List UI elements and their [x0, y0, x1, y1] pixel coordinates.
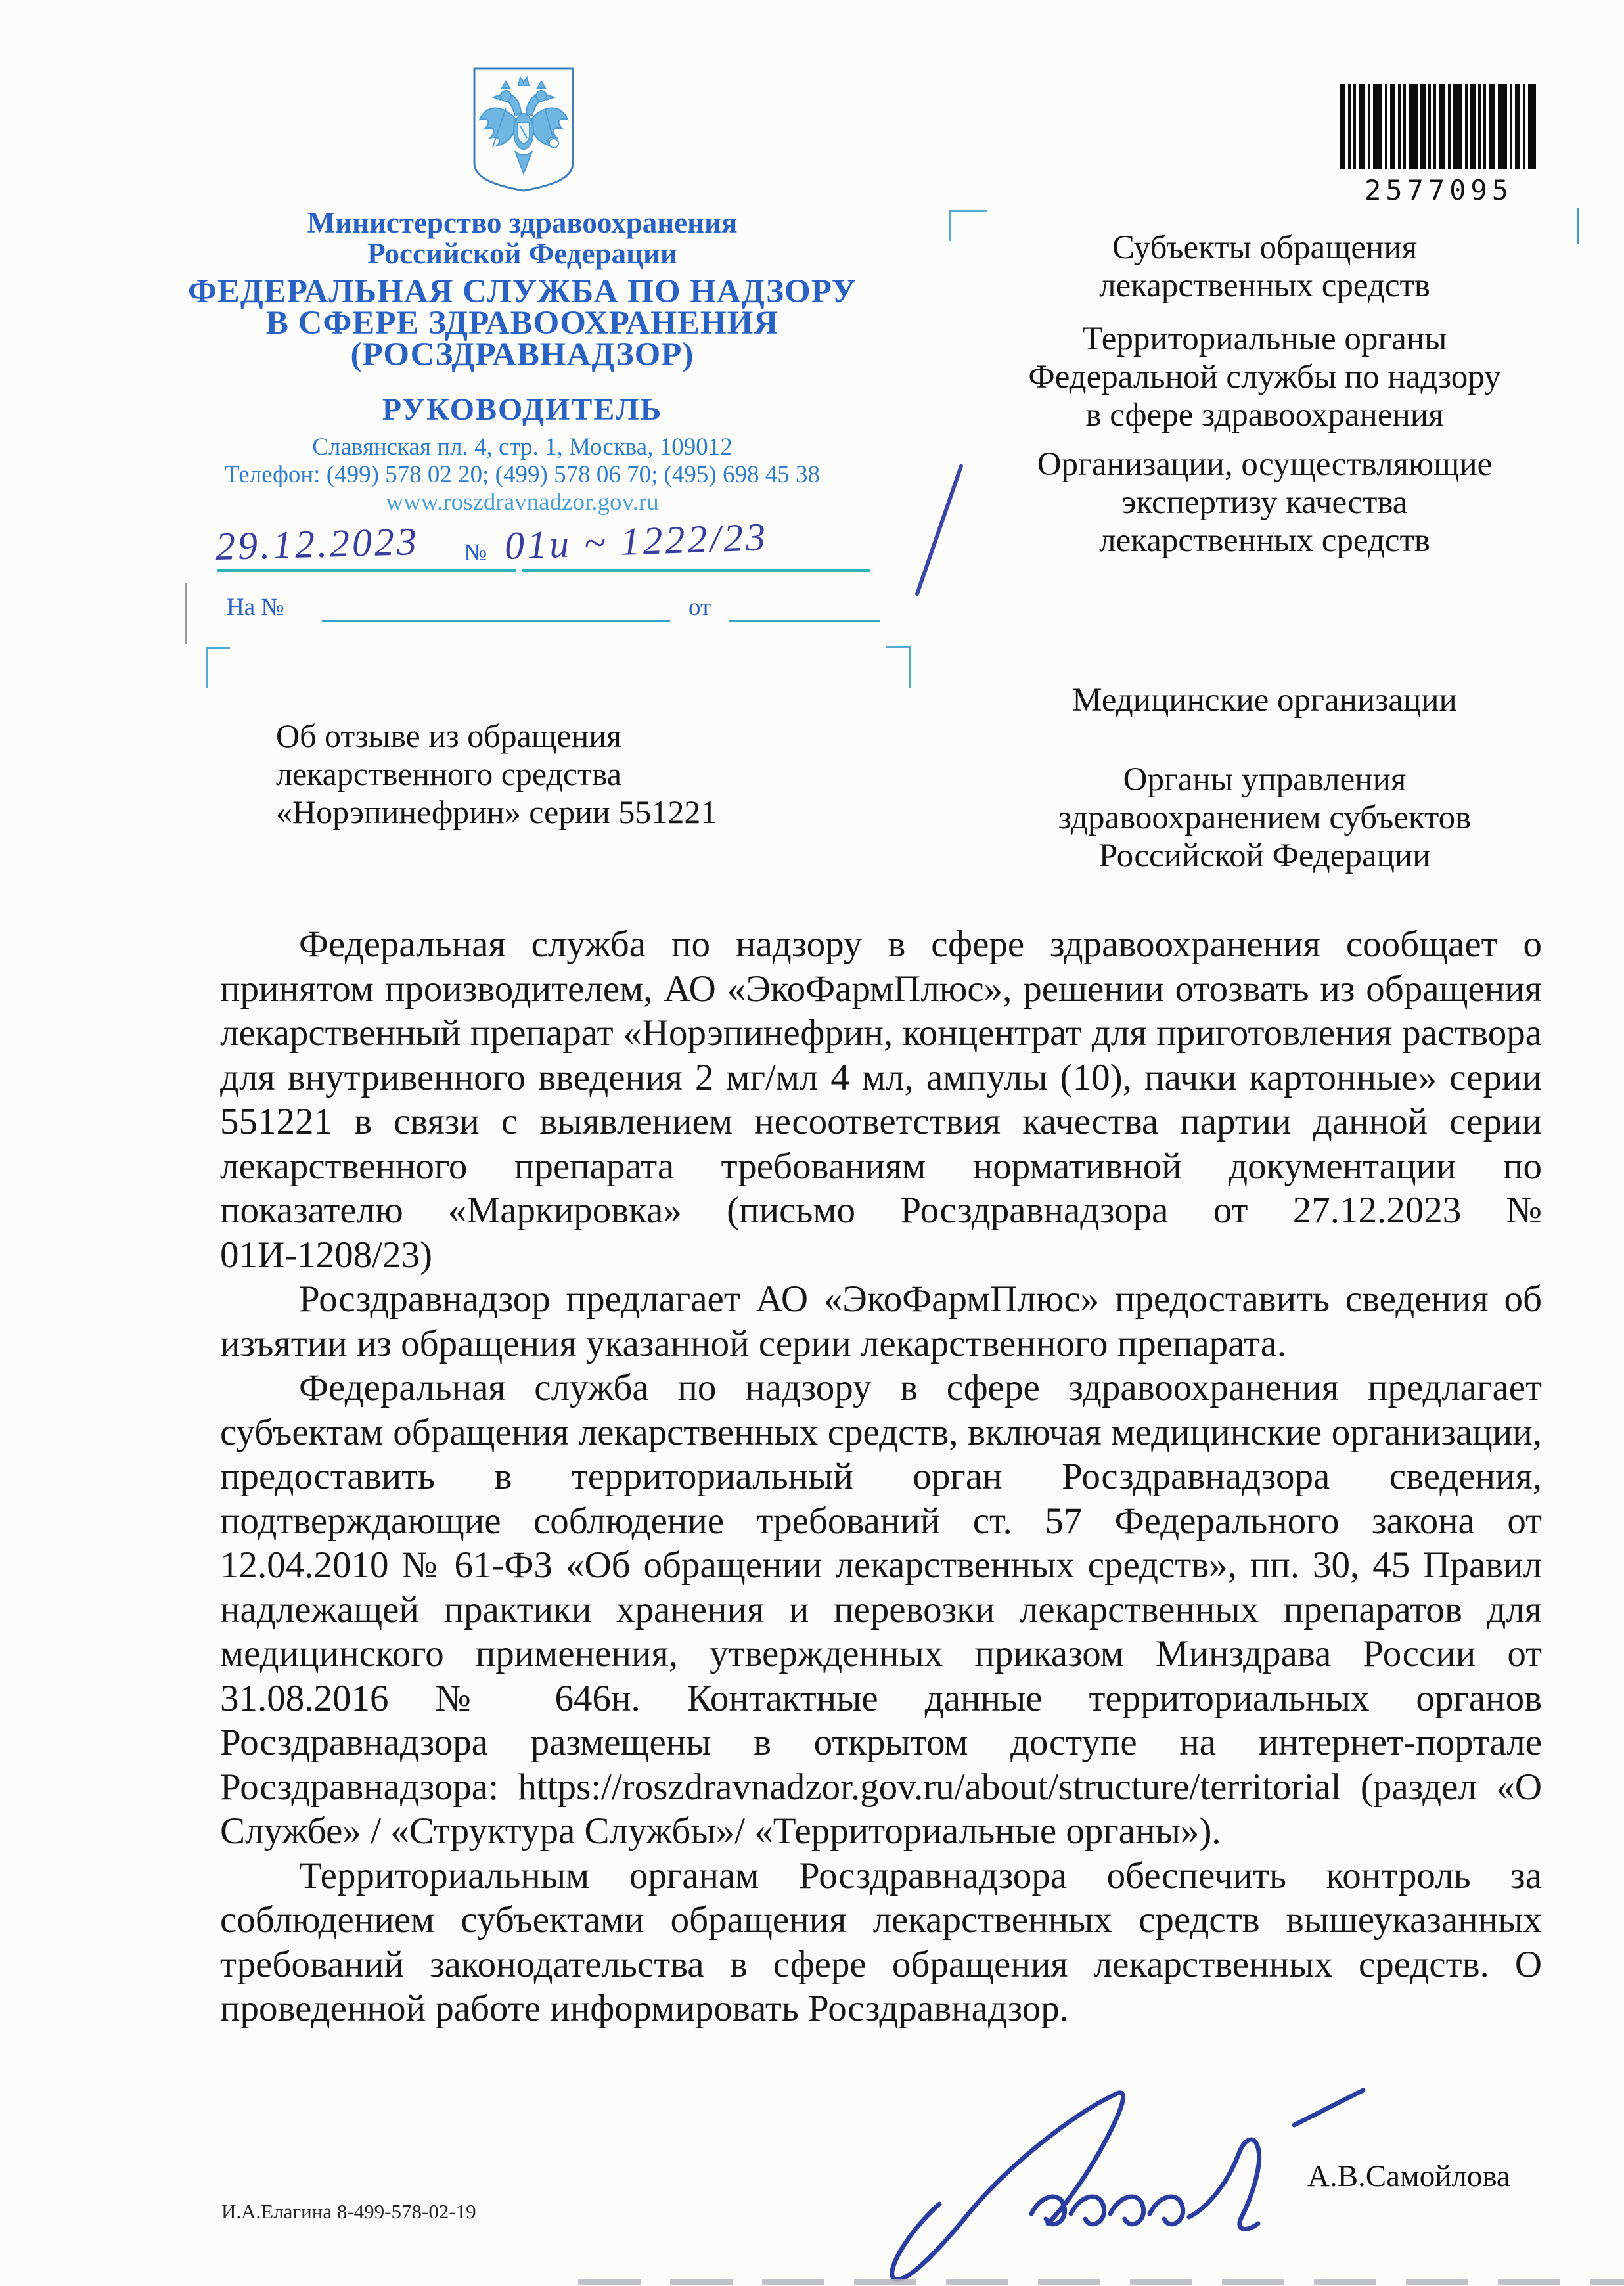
recipient-line: Федеральной службы по надзору [1028, 359, 1501, 395]
barcode-number: 2577095 [1364, 174, 1513, 206]
letter-body [220, 922, 1542, 2031]
ministry-line: Министерство здравоохранения [307, 206, 738, 239]
recipient-line: Российской Федерации [1098, 838, 1431, 874]
address-line: Славянская пл. 4, стр. 1, Москва, 109012 [312, 434, 733, 460]
recipient-line: Территориальные органы [1082, 321, 1447, 357]
recipient-line: Субъекты обращения [1112, 229, 1418, 266]
contact-block [177, 434, 867, 516]
barcode-icon [1340, 84, 1537, 169]
number-underline [522, 569, 870, 572]
recipient-line: лекарственных средств [1099, 522, 1430, 559]
recipient-line: Органы управления [1123, 761, 1407, 798]
website-link: www.roszdravnadzor.gov.ru [386, 489, 659, 516]
ministry-line: Российской Федерации [367, 237, 677, 270]
signer-name: А.В.Самойлова [1307, 2159, 1510, 2193]
ministry-name [177, 208, 867, 269]
position-title: РУКОВОДИТЕЛЬ [382, 392, 663, 427]
recipient-block [936, 445, 1593, 560]
subject-line: Об отзыве из обращения [276, 717, 622, 754]
scan-artifact-line [185, 583, 187, 644]
service-line: (РОСЗДРАВНАДЗОР) [350, 336, 694, 373]
body-paragraph: Федеральная служба по надзору в сфере здравоохранения сообщает о принятом производителем, АО «ЭкоФармПлюс», решении отозвать из обращения лекарственный препарат «Норэпинефрин, концентрат для приготовления раствора для внутривенного введения 2 мг/мл 4 мл, ампулы (10), пачки картонные» серии 551221 в связи с выявлением несоответствия качества партии данной серии лекарственного препарата требованиям нормативной документации по показателю «Маркировка» (письмо Росздравнадзора от 27.12.2023 № 01И-1208/23) [220, 924, 1542, 1276]
body-paragraph: Федеральная служба по надзору в сфере здравоохранения предлагает субъектам обращения лекарственных средств, включая медицинские организации, предоставить в территориальный орган Росздравнадзора сведения, подтверждающие соблюдение требований ст. 57 Федерального закона от 12.04.2010 № 61-ФЗ «Об обращении лекарственных средств», пп. 30, 45 Правил надлежащей практики хранения и перевозки лекарственных препаратов для медицинского применения, утвержденных приказом Минздрава России от 31.08.2016 № 646н. Контактные данные территориальных органов Росздравнадзора размещены в открытом доступе на интернет-портале Росздравнадзора: https://roszdravnadzor.gov.ru/about/structure/territorial (раздел «О Службе» / «Структура Службы»/ «Территориальные органы»). [220, 1367, 1542, 1852]
body-paragraph: Территориальным органам Росздравнадзора обеспечить контроль за соблюдением субъектами обращения лекарственных средств вышеуказанных требований законодательства в сфере обращения лекарственных средств. О проведенной работе информировать Росздравнадзор. [220, 1854, 1542, 2029]
recipient-line: Медицинские организации [1072, 682, 1457, 719]
recipient-block [936, 681, 1593, 719]
subject-block [276, 717, 717, 831]
recipient-line: экспертизу качества [1121, 484, 1408, 521]
service-line: В СФЕРЕ ЗДРАВООХРАНЕНИЯ [265, 305, 779, 342]
russia-coat-of-arms-icon [469, 64, 578, 194]
recipient-line: лекарственных средств [1099, 267, 1430, 304]
body-paragraph: Росздравнадзор предлагает АО «ЭкоФармПлюс» предоставить сведения об изъятии из обращения указанной серии лекарственного препарата. [220, 1278, 1542, 1364]
scan-artifact-bottom-strip [578, 2279, 1624, 2285]
service-line: ФЕДЕРАЛЬНАЯ СЛУЖБА ПО НАДЗОРУ [187, 273, 857, 310]
executor-contact: И.А.Елагина 8-499-578-02-19 [221, 2200, 476, 2223]
recipient-block [936, 320, 1593, 434]
number-sign: № [464, 539, 487, 566]
date-underline [217, 569, 516, 572]
recipient-block [936, 761, 1593, 875]
handwritten-date: 29.12.2023 [215, 519, 420, 569]
subject-line: лекарственного средства [276, 755, 622, 792]
recipient-line: в сфере здравоохранения [1085, 397, 1444, 434]
reply-date-blank [729, 620, 880, 622]
phone-line: Телефон: (499) 578 02 20; (499) 578 06 70; (495) 698 45 38 [225, 461, 820, 488]
reply-number-label: На № [227, 594, 284, 621]
recipient-block [936, 229, 1593, 305]
reply-number-blank [322, 620, 670, 622]
subject-line: «Норэпинефрин» серии 551221 [276, 794, 717, 830]
handwritten-number: 01и ~ 1222/23 [503, 515, 769, 568]
address-zone-corner-left [206, 647, 230, 688]
address-zone-corner-right [886, 646, 911, 688]
recipient-line: Организации, осуществляющие [1037, 446, 1493, 483]
document-barcode [1340, 84, 1537, 206]
service-name [177, 273, 867, 373]
recipient-line: здравоохранением субъектов [1058, 799, 1472, 836]
reply-date-label: от [688, 594, 711, 621]
